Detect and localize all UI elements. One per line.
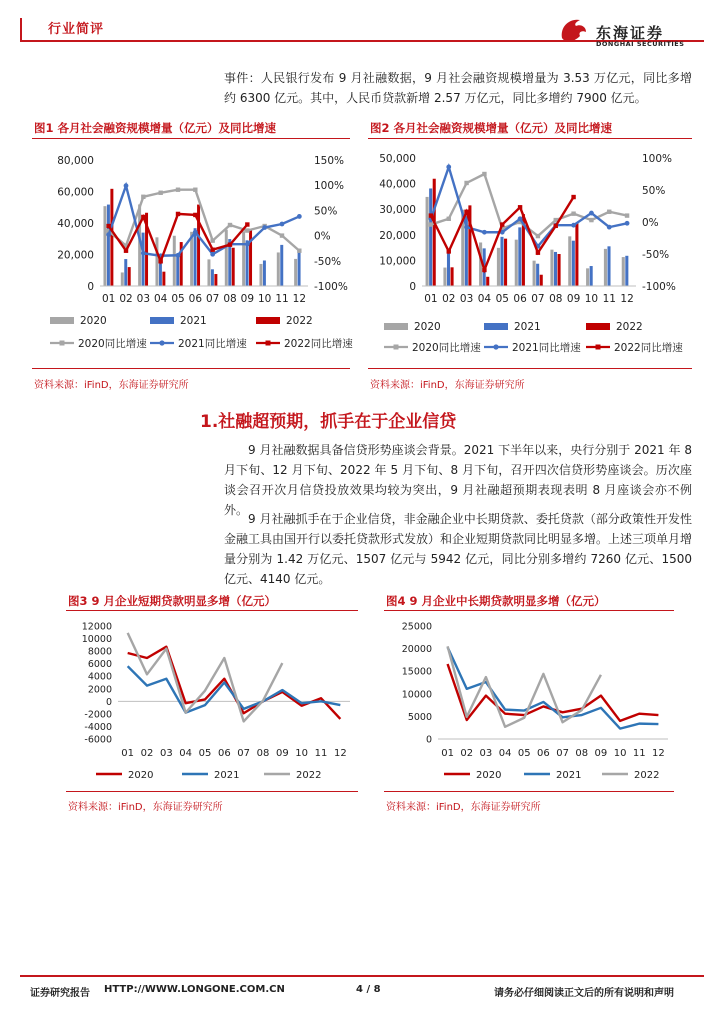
bar-2022	[451, 267, 454, 286]
bar-2021	[263, 260, 266, 286]
bar-2021	[211, 269, 214, 286]
point-2022同比增速	[464, 210, 468, 214]
x-tick-label: 04	[498, 748, 512, 759]
x-tick-label: 07	[237, 748, 251, 759]
y-tick-label: -2000	[84, 709, 112, 721]
point-2022同比增速	[193, 213, 197, 217]
x-tick-label: 10	[613, 748, 627, 759]
y-tick-label: 10,000	[379, 255, 416, 268]
y-tick-label: 80,000	[57, 155, 94, 167]
bar-2021	[107, 205, 110, 286]
point-2022同比增速	[176, 212, 180, 216]
bar-2020	[568, 236, 571, 286]
point-2020同比增速	[280, 233, 284, 237]
x-tick-label: 01	[441, 748, 454, 759]
y2-tick-label: 100%	[314, 180, 345, 193]
legend-label-2020: 2020	[128, 770, 154, 781]
section-title: 1.社融超预期，抓手在于企业信贷	[200, 412, 457, 432]
bar-2022	[232, 248, 235, 286]
bar-2020	[550, 250, 553, 286]
bar-2020	[586, 268, 589, 286]
x-tick-label: 03	[136, 293, 151, 305]
fig4-source-rule	[384, 791, 674, 792]
legend-label-2022: 2022	[286, 315, 313, 327]
bar-2021	[280, 245, 283, 286]
y2-tick-label: 0%	[314, 230, 331, 243]
y-tick-label: 2000	[87, 684, 112, 696]
x-tick-label: 02	[442, 293, 456, 305]
fig2-source: 资料来源：iFinD，东海证券研究所	[370, 380, 525, 391]
y-tick-label: 30,000	[379, 204, 416, 217]
y-tick-label: 10000	[81, 634, 112, 646]
logo-name: 东海证券	[596, 24, 665, 42]
bar-2022	[162, 272, 165, 286]
point-2021同比增速	[446, 165, 451, 170]
x-tick-label: 06	[188, 293, 203, 305]
x-tick-label: 05	[495, 293, 509, 305]
legend-label-2020同比增速: 2020同比增速	[78, 338, 147, 350]
x-tick-label: 10	[257, 293, 272, 305]
point-2022同比增速	[124, 249, 128, 253]
y2-tick-label: 0%	[642, 217, 659, 229]
y-tick-label: 10000	[401, 689, 432, 701]
y2-tick-label: -100%	[314, 281, 348, 293]
y-tick-label: 25000	[401, 621, 432, 633]
fig4-title: 图4 9 月企业中长期贷款明显多增（亿元）	[386, 594, 606, 608]
bar-2022	[575, 223, 578, 286]
x-tick-label: 12	[333, 748, 347, 759]
point-2022同比增速	[228, 242, 232, 246]
x-tick-label: 10	[295, 748, 309, 759]
y-tick-label: 6000	[87, 659, 112, 671]
legend-label-2022: 2022	[616, 321, 643, 333]
bar-2021	[124, 259, 127, 286]
point-2021同比增速	[141, 251, 146, 256]
y2-tick-label: 150%	[314, 155, 345, 167]
point-2022同比增速	[141, 215, 145, 219]
fig4-title-rule	[384, 610, 674, 611]
x-tick-label: 12	[620, 293, 634, 305]
x-tick-label: 08	[575, 748, 589, 759]
point-2020同比增速	[193, 188, 197, 192]
point-2020同比增速	[245, 228, 249, 232]
point-2020同比增速	[571, 211, 575, 215]
line-2021同比增速	[109, 186, 300, 256]
x-tick-label: 04	[179, 748, 193, 759]
fig1-source-rule	[32, 368, 350, 369]
point-2020同比增速	[228, 223, 232, 227]
point-2021同比增速	[464, 225, 469, 230]
fig1-title-rule	[32, 138, 350, 139]
fig1-title: 图1 各月社会融资规模增量（亿元）及同比增速	[34, 121, 277, 135]
x-tick-label: 01	[424, 293, 438, 305]
legend-label-2022同比增速: 2022同比增速	[284, 338, 353, 350]
fig2-chart	[368, 142, 694, 364]
y2-tick-label: 50%	[314, 205, 338, 218]
bar-2020	[155, 237, 158, 286]
point-2021同比增速	[124, 183, 129, 188]
x-tick-label: 10	[584, 293, 599, 305]
x-tick-label: 03	[159, 748, 173, 759]
bar-2021	[447, 251, 450, 286]
point-2020同比增速	[141, 195, 145, 199]
bar-2020	[604, 249, 607, 286]
dragon-logo-icon	[556, 14, 592, 50]
paragraph-1: 9 月社融数据具备信贷形势座谈会背景。2021 下半年以来，央行分别于 2021 年 8 月下旬、12 月下旬、2022 年 5 月下旬、8 月下旬，召开四次信贷形势座谈会。历次座谈会召开次月信贷投放效果均较为突出，9 月社融超预期表现表明 8 月座谈会亦不例外。	[224, 443, 692, 517]
bar-2021	[429, 188, 432, 286]
x-tick-label: 07	[531, 293, 545, 305]
point-2022同比增速	[106, 224, 110, 228]
y-tick-label: 0	[425, 734, 432, 746]
bar-2020	[259, 264, 262, 286]
legend-marker-2022同比增速	[266, 341, 271, 346]
point-2020同比增速	[536, 234, 540, 238]
point-2021同比增速	[176, 253, 181, 258]
fig2-source-rule	[368, 368, 692, 369]
bar-2021	[176, 255, 179, 286]
y-tick-label: 0	[409, 281, 416, 293]
legend-label-2020同比增速: 2020同比增速	[412, 342, 481, 354]
bar-2020	[225, 230, 228, 286]
bar-2022	[558, 254, 561, 286]
fig2-title-rule	[368, 138, 692, 139]
bar-2021	[500, 237, 503, 286]
y2-tick-label: -100%	[642, 281, 676, 293]
bar-2021	[298, 249, 301, 286]
bar-2021	[554, 252, 557, 286]
bar-2020	[426, 197, 429, 286]
y-tick-label: 12000	[81, 621, 112, 633]
x-tick-label: 08	[256, 748, 270, 759]
y-tick-label: 4000	[87, 671, 112, 683]
point-2021同比增速	[297, 214, 302, 219]
point-2022同比增速	[500, 222, 504, 226]
x-tick-label: 02	[140, 748, 154, 759]
footer-report-type: 证券研究报告	[30, 988, 90, 999]
point-2021同比增速	[280, 222, 285, 227]
legend-swatch-2022	[586, 323, 610, 330]
y2-tick-label: -50%	[314, 255, 342, 268]
x-tick-label: 06	[537, 748, 550, 759]
point-2020同比增速	[176, 188, 180, 192]
footer-disclaimer: 请务必仔细阅读正文后的所有说明和声明	[494, 988, 674, 999]
x-tick-label: 07	[205, 293, 220, 305]
y-tick-label: 0	[105, 696, 112, 708]
point-2021同比增速	[106, 232, 111, 237]
point-2020同比增速	[464, 181, 468, 185]
fig3-title: 图3 9 月企业短期贷款明显多增（亿元）	[68, 594, 277, 608]
bar-2021	[518, 227, 521, 286]
x-tick-label: 11	[314, 748, 328, 759]
legend-marker-2021同比增速	[159, 340, 164, 345]
legend-label-2020: 2020	[476, 770, 502, 781]
point-2020同比增速	[482, 172, 486, 176]
y-tick-label: 40,000	[379, 178, 416, 191]
y2-tick-label: 50%	[642, 185, 666, 197]
x-tick-label: 12	[292, 293, 307, 305]
bar-2021	[194, 228, 197, 286]
fig1-source: 资料来源：iFinD，东海证券研究所	[34, 380, 189, 391]
line-2021	[448, 647, 659, 728]
y-tick-label: 20000	[401, 644, 432, 656]
bar-2020	[294, 259, 297, 286]
logo-subtitle: DONGHAI SECURITIES	[596, 40, 685, 48]
y2-tick-label: 100%	[642, 153, 673, 165]
point-2022同比增速	[245, 222, 249, 226]
legend-label-2021: 2021	[514, 321, 541, 333]
bar-2021	[142, 233, 145, 286]
y-tick-label: 20,000	[57, 249, 94, 262]
bar-2020	[242, 231, 245, 286]
x-tick-label: 01	[121, 748, 135, 759]
point-2022同比增速	[429, 213, 433, 217]
line-2022	[128, 633, 283, 722]
bar-2020	[121, 272, 124, 286]
x-tick-label: 11	[275, 293, 289, 305]
y-tick-label: 20,000	[379, 229, 416, 242]
x-tick-label: 03	[479, 748, 493, 759]
point-2021同比增速	[518, 216, 523, 221]
header-accent-bar	[20, 18, 22, 42]
point-2020同比增速	[607, 210, 611, 214]
y-tick-label: -4000	[84, 721, 112, 733]
x-tick-label: 06	[513, 293, 527, 305]
fig3-source-rule	[66, 791, 358, 792]
legend-label-2021: 2021	[214, 770, 240, 781]
point-2021同比增速	[210, 252, 215, 257]
bar-2020	[443, 268, 446, 286]
bar-2022	[486, 277, 489, 286]
fig4-source: 资料来源：iFinD，东海证券研究所	[386, 802, 541, 813]
bar-2020	[277, 252, 280, 286]
point-2022同比增速	[518, 205, 522, 209]
point-2020同比增速	[447, 217, 451, 221]
point-2020同比增速	[429, 222, 433, 226]
point-2020同比增速	[589, 218, 593, 222]
y-tick-label: -6000	[84, 734, 112, 746]
point-2021同比增速	[245, 242, 250, 247]
point-2022同比增速	[571, 195, 575, 199]
bar-2020	[515, 240, 518, 286]
legend-label-2021同比增速: 2021同比增速	[178, 338, 247, 350]
point-2022同比增速	[210, 248, 214, 252]
x-tick-label: 04	[153, 293, 168, 305]
footer-page-number: 4 / 8	[356, 984, 381, 995]
x-tick-label: 02	[119, 293, 133, 305]
y-tick-label: 60,000	[57, 186, 94, 199]
point-2022同比增速	[158, 259, 162, 263]
paragraph-2: 9 月社融抓手在于企业信贷，非金融企业中长期贷款、委托贷款（部分政策性开发性金融工具由国开行以委托贷款形式发放）和企业短期贷款同比明显多增。上述三项单月增量分别为 1.42 万亿元、1507 亿元与 5942 亿元，同比分别多增约 7260 亿元、1500 亿元、4140 亿元。	[224, 512, 693, 586]
legend-swatch-2021	[484, 323, 508, 330]
legend-label-2021: 2021	[556, 770, 582, 781]
point-2020同比增速	[625, 213, 629, 217]
bar-2020	[173, 236, 176, 286]
x-tick-label: 08	[223, 293, 237, 305]
bar-2020	[622, 257, 625, 286]
point-2020同比增速	[210, 238, 214, 242]
legend-marker-2021同比增速	[493, 344, 498, 349]
header-tag: 行业简评	[48, 22, 105, 37]
legend-swatch-2022	[256, 317, 280, 324]
bar-2022	[433, 179, 436, 286]
fig3-title-rule	[66, 610, 358, 611]
legend-marker-2020同比增速	[60, 341, 65, 346]
point-2021同比增速	[571, 223, 576, 228]
bar-2021	[572, 241, 575, 286]
fig1-chart	[32, 142, 354, 364]
x-tick-label: 09	[594, 748, 608, 759]
bar-2022	[214, 274, 217, 286]
x-tick-label: 01	[101, 293, 116, 305]
bar-2021	[536, 264, 539, 286]
y-tick-label: 8000	[87, 646, 112, 658]
bar-2020	[533, 261, 536, 286]
legend-marker-2020同比增速	[394, 345, 399, 350]
bar-2020	[103, 206, 106, 286]
bar-2020	[207, 259, 210, 286]
x-tick-label: 05	[171, 293, 185, 305]
x-tick-label: 02	[460, 748, 474, 759]
point-2022同比增速	[482, 268, 486, 272]
legend-swatch-2021	[150, 317, 174, 324]
point-2022同比增速	[447, 249, 451, 253]
x-tick-label: 11	[602, 293, 616, 305]
x-tick-label: 06	[217, 748, 231, 759]
legend-label-2022: 2022	[296, 770, 322, 781]
point-2022同比增速	[554, 224, 558, 228]
point-2022同比增速	[536, 251, 540, 255]
bar-2021	[625, 256, 628, 286]
bar-2022	[128, 267, 131, 286]
fig4-chart	[384, 614, 676, 786]
legend-label-2022同比增速: 2022同比增速	[614, 342, 683, 354]
line-2021同比增速	[431, 167, 627, 246]
fig3-source: 资料来源：iFinD，东海证券研究所	[68, 802, 223, 813]
legend-label-2021同比增速: 2021同比增速	[512, 342, 581, 354]
x-tick-label: 05	[198, 748, 212, 759]
x-tick-label: 05	[517, 748, 531, 759]
y-tick-label: 50,000	[379, 153, 416, 165]
x-tick-label: 09	[566, 293, 581, 305]
legend-label-2020: 2020	[414, 321, 441, 333]
x-tick-label: 03	[459, 293, 474, 305]
legend-label-2022: 2022	[634, 770, 660, 781]
bar-2022	[540, 275, 543, 286]
x-tick-label: 12	[652, 748, 665, 759]
footer-url[interactable]: HTTP://WWW.LONGONE.COM.CN	[104, 984, 285, 995]
bar-2021	[246, 240, 249, 286]
x-tick-label: 09	[240, 293, 255, 305]
x-tick-label: 09	[275, 748, 289, 759]
bar-2021	[590, 266, 593, 286]
legend-marker-2022同比增速	[596, 345, 601, 350]
point-2021同比增速	[262, 225, 267, 230]
legend-label-2021: 2021	[180, 315, 207, 327]
x-tick-label: 07	[556, 748, 569, 759]
legend-label-2020: 2020	[80, 315, 107, 327]
y2-tick-label: -50%	[642, 249, 670, 261]
y-tick-label: 15000	[401, 666, 432, 678]
point-2021同比增速	[607, 225, 612, 230]
bar-2022	[504, 239, 507, 286]
footer-divider	[20, 975, 704, 977]
point-2021同比增速	[625, 221, 630, 226]
fig2-title: 图2 各月社会融资规模增量（亿元）及同比增速	[370, 121, 613, 135]
y-tick-label: 0	[87, 281, 94, 293]
bar-2021	[607, 246, 610, 286]
fig3-chart	[66, 614, 362, 786]
x-tick-label: 08	[549, 293, 563, 305]
bar-2022	[110, 189, 113, 286]
point-2021同比增速	[193, 230, 198, 235]
point-2020同比增速	[297, 249, 301, 253]
point-2020同比增速	[158, 191, 162, 195]
legend-swatch-2020	[384, 323, 408, 330]
x-tick-label: 04	[477, 293, 492, 305]
x-tick-label: 11	[632, 748, 646, 759]
y-tick-label: 40,000	[57, 218, 94, 230]
y-tick-label: 5000	[407, 711, 432, 723]
point-2021同比增速	[482, 230, 487, 235]
point-2021同比增速	[589, 211, 594, 216]
bar-2020	[497, 248, 500, 286]
intro-paragraph: 事件：人民银行发布 9 月社融数据，9 月社会融资规模增量为 3.53 万亿元，同比多增约 6300 亿元。其中，人民币贷款新增 2.57 万亿元，同比多增约 7900 亿元。	[224, 71, 692, 105]
legend-swatch-2020	[50, 317, 74, 324]
